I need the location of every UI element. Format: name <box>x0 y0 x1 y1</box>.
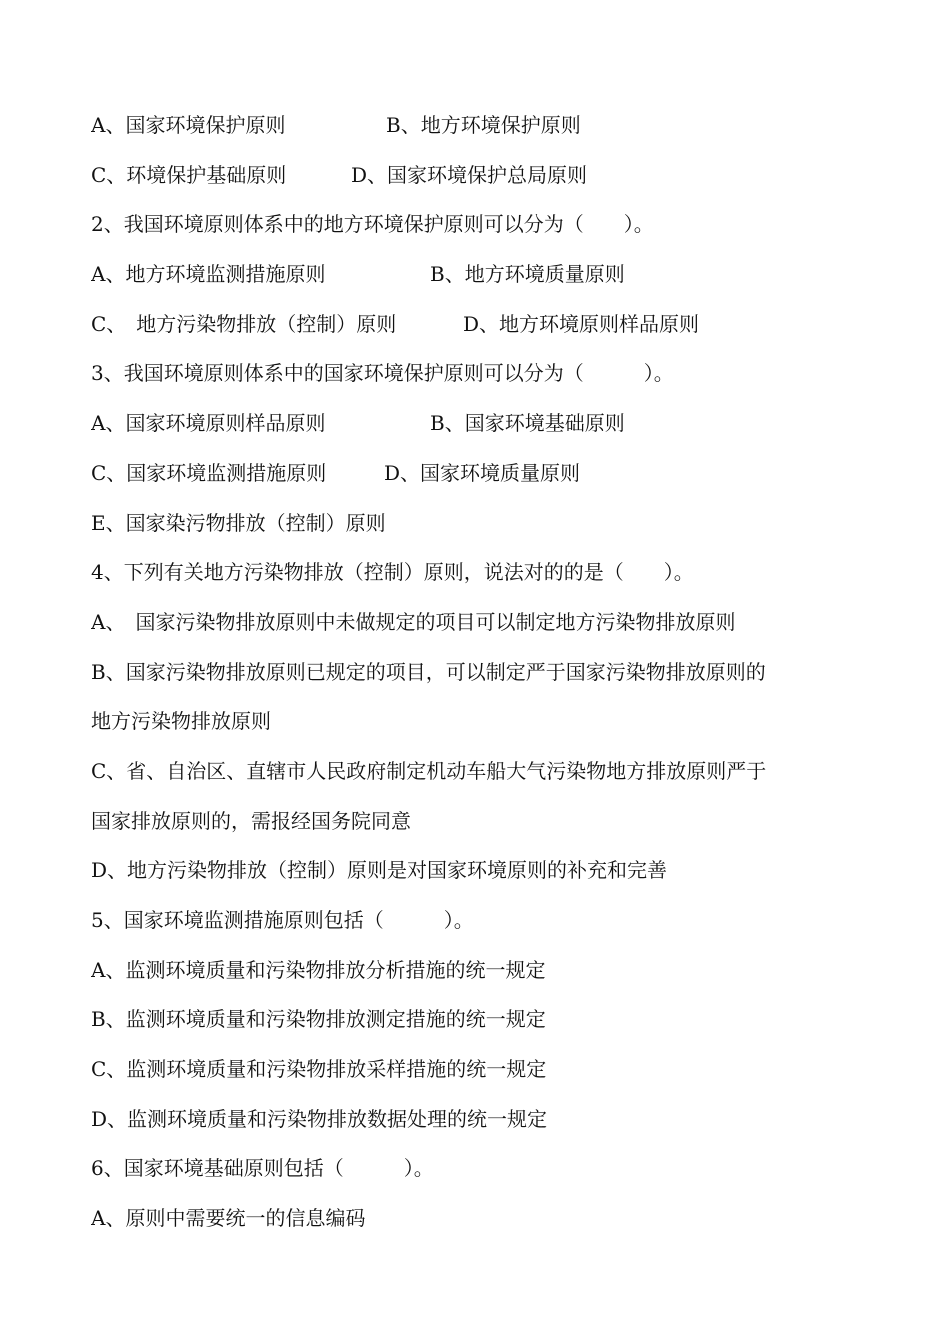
option-text: A、国家环境原则样品原则 <box>91 411 326 436</box>
paragraph-line: D、监测环境质量和污染物排放数据处理的统一规定 <box>91 1106 548 1131</box>
option-text: D、国家环境保护总局原则 <box>351 162 588 187</box>
option-text: C、 地方污染物排放（控制）原则 <box>91 311 397 336</box>
question-text: 6、国家环境基础原则包括（ ）。 <box>91 1156 434 1181</box>
option-text: B、地方环境保护原则 <box>386 113 581 137</box>
question-text: 2、我国环境原则体系中的地方环境保护原则可以分为（ ）。 <box>91 212 654 237</box>
option-text: A、地方环境监测措施原则 <box>91 262 326 287</box>
option-row <box>91 151 881 201</box>
paragraph-line: C、监测环境质量和污染物排放采样措施的统一规定 <box>91 1057 547 1082</box>
option-text: D、地方环境原则样品原则 <box>463 311 700 336</box>
option-row <box>91 101 881 151</box>
paragraph-line: E、国家染污物排放（控制）原则 <box>91 510 386 535</box>
paragraph-line: A、监测环境质量和污染物排放分析措施的统一规定 <box>91 957 546 982</box>
option-text: C、环境保护基础原则 <box>91 162 287 187</box>
paragraph-line: 国家排放原则的，需报经国务院同意 <box>91 808 411 833</box>
question-text: 4、下列有关地方污染物排放（控制）原则，说法对的的是（ ）。 <box>91 560 694 585</box>
paragraph-line: C、省、自治区、直辖市人民政府制定机动车船大气污染物地方排放原则严于 <box>91 758 767 783</box>
option-row <box>91 250 881 300</box>
paragraph-line: A、原则中需要统一的信息编码 <box>91 1206 366 1231</box>
paragraph-line: B、监测环境质量和污染物排放测定措施的统一规定 <box>91 1007 546 1032</box>
option-text: D、国家环境质量原则 <box>384 460 581 485</box>
option-text: A、国家环境保护原则 <box>91 113 286 137</box>
paragraph-line: 地方污染物排放原则 <box>91 709 271 734</box>
paragraph-line: A、 国家污染物排放原则中未做规定的项目可以制定地方污染物排放原则 <box>91 609 736 634</box>
option-row <box>91 399 881 449</box>
question-text: 3、我国环境原则体系中的国家环境保护原则可以分为（ ）。 <box>91 361 674 386</box>
paragraph-line: D、地方污染物排放（控制）原则是对国家环境原则的补充和完善 <box>91 858 668 883</box>
document-body <box>91 101 881 1244</box>
option-text: C、国家环境监测措施原则 <box>91 460 327 485</box>
question-text: 5、国家环境监测措施原则包括（ ）。 <box>91 908 474 932</box>
option-row <box>91 300 881 350</box>
option-text: B、地方环境质量原则 <box>430 262 625 287</box>
paragraph-line: B、国家污染物排放原则已规定的项目，可以制定严于国家污染物排放原则的 <box>91 659 766 684</box>
option-row <box>91 449 881 499</box>
option-text: B、国家环境基础原则 <box>430 411 625 436</box>
